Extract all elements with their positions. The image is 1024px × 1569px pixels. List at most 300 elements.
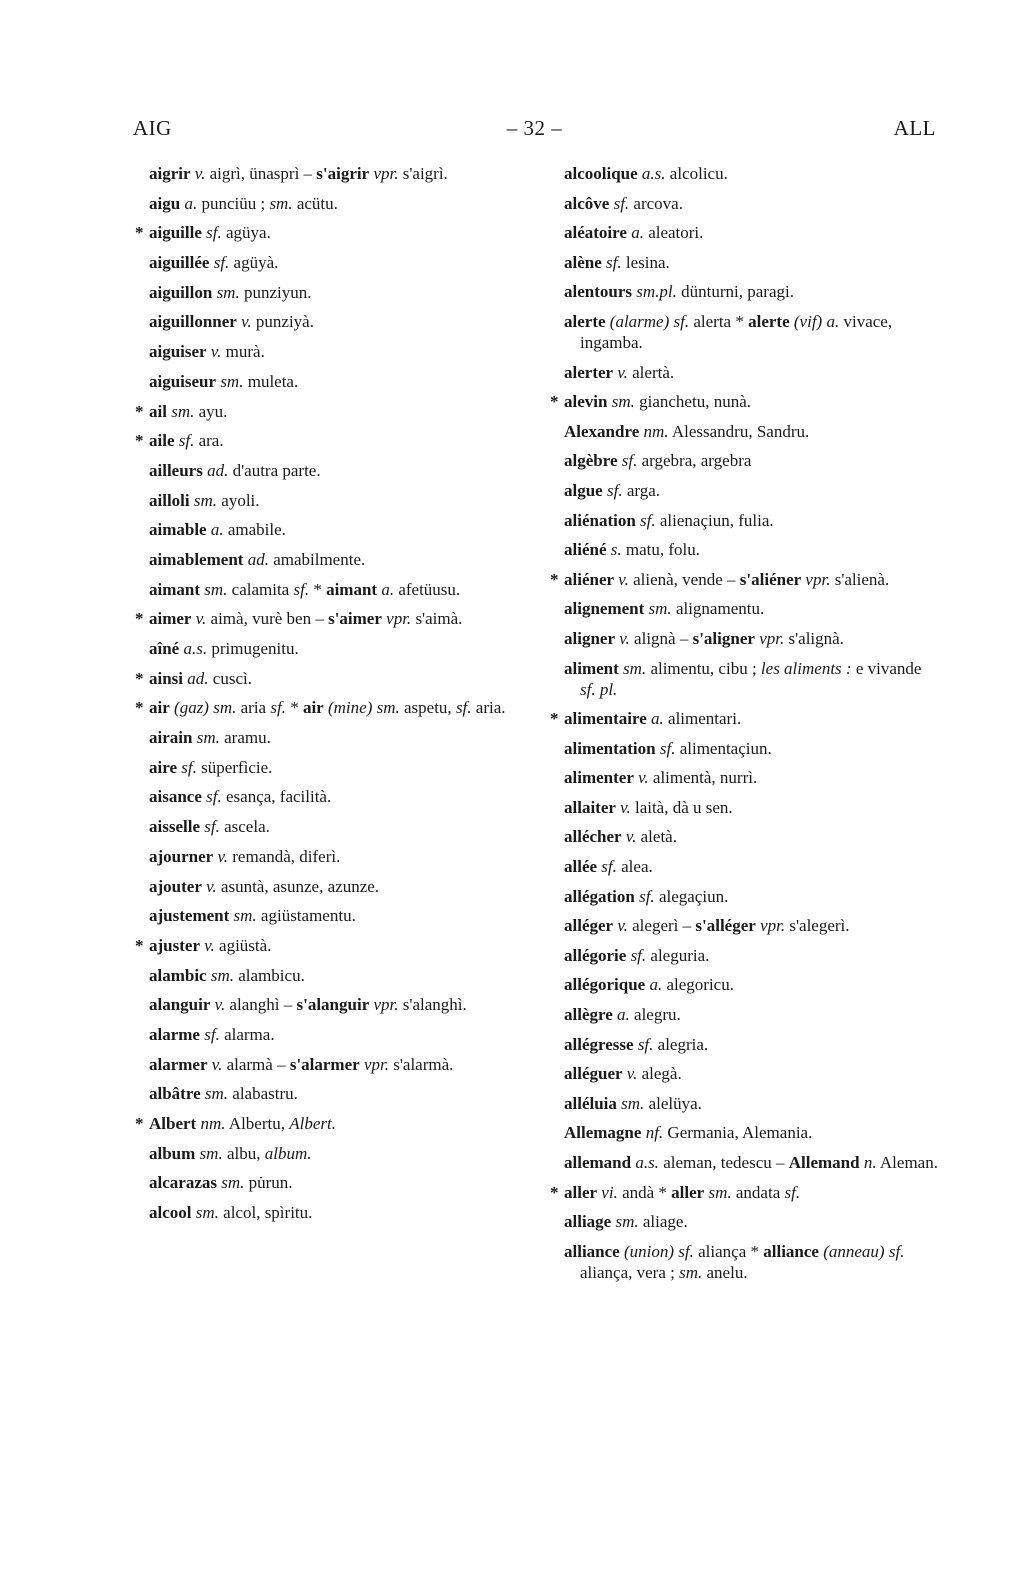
headword: aligner: [564, 628, 615, 648]
dictionary-entry: [564, 362, 938, 383]
headword: alerte: [564, 311, 606, 331]
dictionary-entry: [149, 163, 523, 184]
headword: s'alléger: [695, 916, 756, 936]
translation: alarma.: [219, 1024, 275, 1044]
grammar-label: sm.: [611, 392, 635, 412]
translation: alcol, spìritu.: [218, 1203, 313, 1223]
headword: aimer: [149, 609, 192, 629]
grammar-label: sf.: [630, 945, 647, 965]
translation: alienaçiun, fulia.: [655, 510, 774, 530]
grammar-label: s.: [610, 540, 622, 560]
translation: s'alignà.: [784, 628, 844, 648]
grammar-label: sf.: [293, 579, 310, 599]
dictionary-entry: [564, 1063, 938, 1084]
grammar-label: nf.: [645, 1123, 664, 1143]
translation: matu, folu.: [621, 540, 701, 560]
translation: s'aigrì.: [398, 164, 448, 183]
asterisk-marker: *: [135, 401, 144, 421]
translation: ara.: [194, 431, 224, 451]
dictionary-entry: [564, 1122, 938, 1143]
grammar-label: sf.: [784, 1182, 801, 1202]
headword: aigu: [149, 193, 181, 213]
dictionary-entry: [149, 371, 523, 392]
translation: aramu.: [219, 728, 271, 748]
headword: allaiter: [564, 797, 616, 817]
headword: ajouter: [149, 876, 202, 896]
translation: alcolicu.: [665, 164, 728, 183]
dictionary-entry: [149, 1143, 523, 1164]
headword: allégation: [564, 886, 635, 906]
dictionary-entry: [135, 608, 523, 629]
dictionary-entry: [149, 549, 523, 570]
grammar-label: sf.: [206, 787, 222, 807]
headword: Alexandre: [564, 421, 640, 441]
dictionary-entry: [135, 401, 523, 422]
asterisk-marker: *: [135, 698, 144, 718]
headword: alarme: [149, 1024, 200, 1044]
translation: andata: [731, 1182, 785, 1202]
translation: agiüstà.: [214, 935, 272, 955]
dictionary-entry: [135, 935, 523, 956]
headword: s'alanguir: [296, 995, 370, 1015]
dictionary-entry: [550, 1182, 938, 1203]
asterisk-marker: *: [135, 431, 144, 451]
translation: aletà.: [636, 827, 677, 847]
translation: lesina.: [621, 252, 670, 272]
grammar-label: sm.: [221, 1173, 245, 1193]
headword: ajustement: [149, 906, 230, 926]
grammar-label: sm.pl.: [636, 282, 677, 302]
grammar-label: sf.: [621, 451, 638, 471]
translation: alimentaçiun.: [675, 738, 772, 758]
grammar-label: v.: [620, 797, 631, 817]
grammar-label: n.: [863, 1153, 877, 1172]
translation: calamita: [227, 579, 294, 599]
asterisk-marker: *: [550, 709, 559, 729]
grammar-label: sf.: [659, 738, 676, 758]
grammar-label: sm.: [196, 728, 220, 748]
headword: Albert: [149, 1114, 197, 1133]
grammar-label: sf.: [606, 252, 622, 272]
headword: alcool: [149, 1203, 192, 1223]
translation: anelu.: [702, 1262, 748, 1282]
headword: alimentaire: [564, 709, 647, 729]
translation: murà.: [221, 342, 265, 362]
dictionary-entry: [149, 994, 523, 1015]
headword: alentours: [564, 282, 632, 302]
grammar-label: a.s.: [183, 639, 208, 658]
grammar-label: a.: [649, 975, 663, 995]
grammar-label: sf.: [613, 193, 630, 213]
headword: aile: [149, 431, 175, 451]
grammar-label: v.: [206, 876, 217, 896]
dictionary-entry: [135, 697, 523, 718]
dictionary-entry: [564, 1211, 938, 1232]
dictionary-entry: [550, 391, 938, 412]
headword: alimenter: [564, 768, 634, 788]
headword: aller: [671, 1182, 705, 1202]
headword: alanguir: [149, 995, 211, 1015]
dictionary-entry: [149, 1172, 523, 1193]
grammar-label: ad.: [207, 460, 229, 480]
dictionary-entry: [149, 876, 523, 897]
headword: ajourner: [149, 846, 214, 866]
translation: alea.: [616, 857, 653, 877]
translation: aleatori.: [643, 223, 704, 243]
headword: allègre: [564, 1005, 613, 1025]
grammar-label: vpr.: [363, 1054, 389, 1074]
translation: alimentà, nurrì.: [648, 768, 758, 788]
translation: ayu.: [194, 401, 228, 421]
dictionary-entry: [564, 510, 938, 531]
translation: alegà.: [637, 1064, 682, 1084]
translation: agüyà.: [229, 253, 279, 273]
headword: aiguiser: [149, 342, 207, 362]
grammar-label: v.: [194, 164, 206, 183]
dictionary-entry: [564, 480, 938, 501]
dictionary-entry: [564, 1034, 938, 1055]
dictionary-entry: [564, 826, 938, 847]
grammar-label: sm.: [648, 599, 672, 619]
headword: s'alarmer: [289, 1054, 360, 1074]
translation: agiüstamentu.: [256, 906, 356, 926]
dictionary-entry: [564, 945, 938, 966]
grammar-label: v.: [214, 995, 226, 1015]
headword: airain: [149, 728, 193, 748]
translation: alimentu, cibu ;: [646, 658, 761, 678]
translation: s'aimà.: [411, 609, 463, 629]
translation: s'alanghì.: [398, 995, 467, 1015]
headword: aiguillon: [149, 282, 213, 302]
grammar-label: sf.: [213, 253, 230, 273]
headword: aiguillonner: [149, 312, 237, 332]
dictionary-entry: [149, 816, 523, 837]
translation: alegoricu.: [662, 975, 734, 995]
headword: aliéner: [564, 569, 615, 589]
headword: algèbre: [564, 451, 618, 471]
headword: allégresse: [564, 1034, 634, 1054]
grammar-label: vpr.: [805, 569, 831, 589]
header-first-word: AIG: [133, 116, 172, 140]
headword: allégorique: [564, 975, 646, 995]
headword: ainsi: [149, 668, 184, 688]
grammar-label: sm.: [708, 1182, 732, 1202]
dictionary-entry: [564, 1152, 938, 1173]
dictionary-entry: [149, 282, 523, 303]
translation: alambicu.: [234, 965, 305, 985]
grammar-label: sm.: [204, 1084, 229, 1104]
translation: remandà, diferì.: [228, 846, 341, 866]
translation: alanghì –: [225, 995, 297, 1015]
grammar-label: nm.: [200, 1114, 226, 1133]
headword: aiguille: [149, 223, 202, 243]
headword: alléger: [564, 916, 614, 936]
grammar-label: (mine) sm.: [327, 698, 400, 718]
headword: alène: [564, 252, 602, 272]
translation: gianchetu, nunà.: [634, 392, 751, 412]
translation: amabilmente.: [268, 549, 366, 569]
headword: allégorie: [564, 945, 627, 965]
dictionary-entry: [564, 450, 938, 471]
dictionary-entry: [135, 222, 523, 243]
headword: allemand: [564, 1153, 632, 1172]
grammar-label: sf.: [178, 431, 195, 451]
grammar-label: vpr.: [373, 995, 399, 1015]
headword: aimant: [326, 579, 378, 599]
translation: muleta.: [243, 371, 299, 391]
grammar-label: sm.: [171, 401, 195, 421]
headword: alimentation: [564, 738, 656, 758]
grammar-label: v.: [204, 935, 215, 955]
grammar-label: a.s.: [641, 164, 666, 183]
dictionary-entry: [149, 311, 523, 332]
translation: punziyun.: [239, 282, 312, 302]
dictionary-entry: [149, 965, 523, 986]
headword: Allemagne: [564, 1123, 642, 1143]
translation: asuntà, asunze, azunze.: [216, 876, 380, 896]
dictionary-entry: [135, 668, 523, 689]
grammar-label: v.: [626, 1064, 638, 1084]
grammar-label: vi.: [601, 1182, 618, 1202]
grammar-label: (union) sf.: [623, 1241, 694, 1261]
headword: aliment: [564, 658, 619, 678]
headword: aîné: [149, 639, 180, 658]
dictionary-entry: [149, 252, 523, 273]
headword: alarmer: [149, 1054, 208, 1074]
running-header: [133, 116, 936, 146]
translation: s'alegerì.: [785, 916, 850, 936]
dictionary-entry: [564, 1241, 938, 1283]
grammar-label: sm.: [679, 1262, 703, 1282]
grammar-label: sf.: [455, 698, 472, 718]
translation: alegria.: [653, 1034, 709, 1054]
translation: *: [309, 579, 327, 599]
headword: aimant: [149, 579, 200, 599]
grammar-label: v.: [618, 569, 629, 589]
headword: s'aigrir: [316, 164, 370, 183]
grammar-label: sm.: [204, 579, 228, 599]
grammar-label: v.: [210, 342, 222, 362]
grammar-label: sf.: [206, 223, 222, 243]
headword: alliage: [564, 1212, 612, 1232]
grammar-label: (anneau) sf.: [823, 1241, 905, 1261]
translation: primugenitu.: [207, 639, 299, 658]
asterisk-marker: *: [550, 1182, 559, 1202]
headword: allécher: [564, 827, 622, 847]
dictionary-entry: [564, 738, 938, 759]
translation: alienà, vende –: [628, 569, 740, 589]
headword: algue: [564, 480, 603, 500]
dictionary-entry: [564, 311, 938, 353]
grammar-label: sm.: [233, 906, 257, 926]
headword: alléluia: [564, 1093, 617, 1113]
dictionary-entry: [564, 1004, 938, 1025]
dictionary-entry: [149, 1024, 523, 1045]
dictionary-entry: [564, 222, 938, 243]
translation: *: [285, 698, 303, 718]
translation: albu,: [222, 1143, 265, 1163]
dictionary-entry: [149, 579, 523, 600]
translation: amabile.: [223, 520, 286, 540]
grammar-label: v.: [617, 362, 628, 382]
translation: punciüu ;: [197, 193, 270, 213]
headword: aimablement: [149, 549, 244, 569]
headword: albâtre: [149, 1084, 201, 1104]
asterisk-marker: *: [135, 935, 144, 955]
dictionary-entry: [550, 569, 938, 590]
translation: agüya.: [221, 223, 271, 243]
grammar-label: (gaz) sm.: [174, 698, 237, 718]
dictionary-entry: [564, 886, 938, 907]
dictionary-entry: [564, 1093, 938, 1114]
grammar-label: nm.: [643, 421, 669, 441]
dictionary-entry: [149, 193, 523, 214]
translation: ascela.: [219, 817, 270, 837]
headword: alléguer: [564, 1064, 623, 1084]
grammar-label: sf.: [601, 857, 617, 877]
headword: s'aliéner: [739, 569, 802, 589]
translation: alelüya.: [644, 1093, 702, 1113]
headword: aiguiseur: [149, 371, 217, 391]
grammar-label: sm.: [216, 282, 240, 302]
grammar-label: les aliments :: [760, 658, 852, 678]
grammar-label: ad.: [247, 549, 269, 569]
grammar-label: sf.: [639, 886, 655, 906]
dictionary-entry: [149, 341, 523, 362]
grammar-label: sf.: [204, 1024, 220, 1044]
translation: e vivande: [851, 658, 922, 678]
dictionary-entry: [149, 1202, 523, 1223]
translation: aliage.: [638, 1212, 688, 1232]
translation: argebra, argebra: [637, 451, 752, 471]
grammar-label: v.: [619, 628, 630, 648]
translation: afetüusu.: [394, 579, 461, 599]
grammar-label: sf.: [640, 510, 656, 530]
dictionary-entry: [149, 1054, 523, 1075]
dictionary-entry: [149, 1083, 523, 1104]
grammar-label: sm.: [623, 658, 647, 678]
headword: alliance: [763, 1241, 819, 1261]
asterisk-marker: *: [135, 1114, 144, 1133]
headword: aliéné: [564, 540, 607, 560]
grammar-label: sm.: [210, 965, 235, 985]
translation: Germania, Alemania.: [663, 1123, 813, 1143]
headword: alcoolique: [564, 164, 638, 183]
translation: cuscì.: [208, 668, 252, 688]
page-number: – 32 –: [506, 116, 563, 140]
grammar-label: sf.: [270, 698, 286, 718]
translation: dünturni, paragi.: [676, 282, 794, 302]
translation: ayoli.: [217, 490, 260, 510]
grammar-label: v.: [217, 846, 229, 866]
dictionary-entry: [564, 797, 938, 818]
dictionary-entry: [550, 708, 938, 729]
translation: esança, facilità.: [221, 787, 332, 807]
headword: alerter: [564, 362, 614, 382]
left-column: [133, 163, 523, 1232]
headword: Allemand: [788, 1153, 860, 1172]
grammar-label: sm.: [195, 1203, 219, 1223]
headword: s'aligner: [692, 628, 755, 648]
translation: arga.: [622, 480, 661, 500]
grammar-label: a.: [617, 1005, 630, 1025]
translation: alegaçiun.: [654, 886, 729, 906]
dictionary-entry: [149, 638, 523, 659]
grammar-label: sm.: [621, 1093, 645, 1113]
headword: alignement: [564, 599, 645, 619]
dictionary-entry: [149, 905, 523, 926]
headword: ajuster: [149, 935, 200, 955]
translation: aimà, vurè ben –: [206, 609, 329, 629]
translation: aleguria.: [646, 945, 710, 965]
translation: d'autra parte.: [228, 460, 321, 480]
dictionary-entry: [149, 490, 523, 511]
dictionary-entry: [149, 460, 523, 481]
grammar-label: vpr.: [759, 628, 785, 648]
grammar-label: vpr.: [760, 916, 786, 936]
translation: aliança *: [693, 1241, 764, 1261]
translation: aria.: [471, 698, 506, 718]
grammar-label: (alarme) sf.: [609, 311, 690, 331]
translation: arcova.: [629, 193, 683, 213]
dictionary-entry: [564, 252, 938, 273]
headword: aller: [564, 1182, 598, 1202]
grammar-label: sf.: [637, 1034, 654, 1054]
headword: alliance: [564, 1241, 620, 1261]
asterisk-marker: *: [550, 392, 559, 412]
headword: aire: [149, 757, 178, 777]
translation: s'alarmà.: [388, 1054, 454, 1074]
asterisk-marker: *: [135, 609, 144, 629]
headword: aisance: [149, 787, 202, 807]
headword: aléatoire: [564, 223, 627, 243]
dictionary-entry: [135, 430, 523, 451]
translation: aspetu,: [399, 698, 456, 718]
translation: vivace, ingamba.: [580, 311, 893, 352]
headword: alevin: [564, 392, 608, 412]
grammar-label: a.: [631, 223, 644, 243]
grammar-label: a.s.: [635, 1153, 659, 1172]
translation: aria: [236, 698, 271, 718]
grammar-label: v.: [625, 827, 637, 847]
translation: Albertu,: [225, 1114, 290, 1133]
dictionary-entry: [149, 846, 523, 867]
headword: aliénation: [564, 510, 636, 530]
headword: alcôve: [564, 193, 610, 213]
dictionary-entry: [564, 767, 938, 788]
translation: aleman, tedescu –: [658, 1153, 789, 1172]
grammar-label: a.: [651, 709, 664, 729]
dictionary-entry: [564, 163, 938, 184]
translation: acütu.: [292, 193, 338, 213]
dictionary-entry: [149, 757, 523, 778]
translation: alarmà –: [222, 1054, 290, 1074]
grammar-label: ad.: [187, 668, 209, 688]
grammar-label: sm.: [220, 371, 244, 391]
dictionary-entry: [564, 856, 938, 877]
headword: air: [302, 698, 324, 718]
dictionary-entry: [564, 193, 938, 214]
dictionary-entry: [149, 519, 523, 540]
grammar-label: album.: [264, 1143, 312, 1163]
grammar-label: v.: [638, 768, 649, 788]
translation: laità, dà u sen.: [630, 797, 733, 817]
translation: alabastru.: [228, 1084, 298, 1104]
translation: pu̇run.: [244, 1173, 293, 1193]
dictionary-entry: [149, 727, 523, 748]
grammar-label: a.: [381, 579, 395, 599]
grammar-label: a.: [210, 520, 224, 540]
